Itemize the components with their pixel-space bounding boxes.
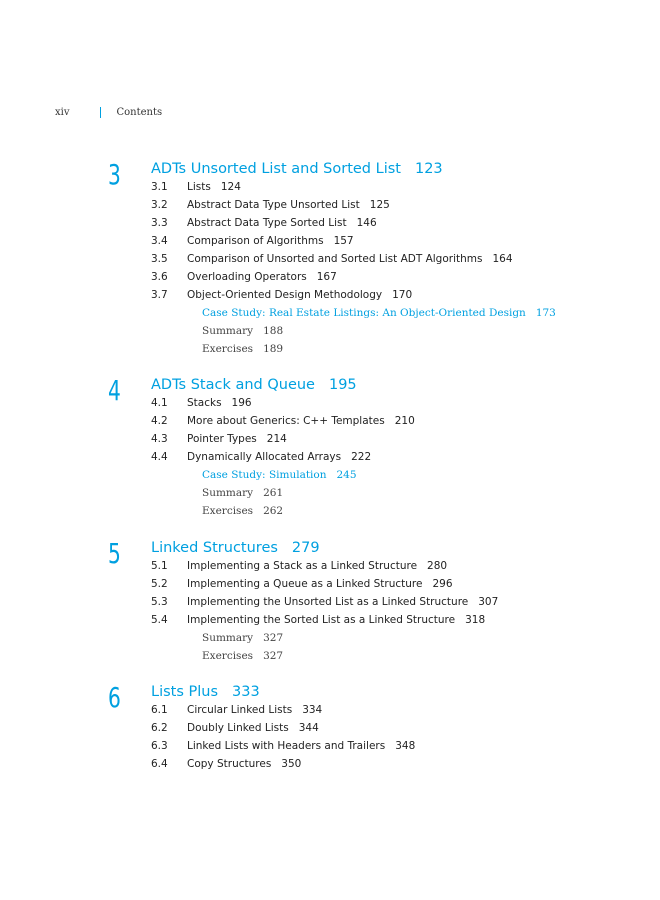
section-page-number: 350 xyxy=(281,758,302,770)
toc-section-entry[interactable] xyxy=(151,613,485,627)
section-title: Implementing the Sorted List as a Linked Structure xyxy=(187,614,456,626)
section-number: 3.3 xyxy=(151,217,168,229)
section-page-number: 164 xyxy=(492,253,513,265)
toc-section-entry[interactable] xyxy=(151,432,287,446)
extra-title: Exercises xyxy=(202,343,254,355)
toc-case-study-entry[interactable] xyxy=(202,468,357,482)
chapter-number: 4 xyxy=(108,374,121,407)
section-page-number: 280 xyxy=(427,560,448,572)
toc-section-entry[interactable] xyxy=(151,703,322,717)
toc-extra-entry[interactable] xyxy=(202,649,283,663)
section-title: Implementing a Queue as a Linked Structure xyxy=(187,578,423,590)
chapter-title[interactable] xyxy=(151,683,260,701)
section-number: 4.3 xyxy=(151,433,168,445)
header-label: Contents xyxy=(116,106,163,118)
section-number: 5.4 xyxy=(151,614,168,626)
extra-title: Summary xyxy=(202,487,254,499)
section-title: Comparison of Unsorted and Sorted List ADT Algorithms xyxy=(187,253,483,265)
section-title: Implementing a Stack as a Linked Structure xyxy=(187,560,418,572)
toc-section-entry[interactable] xyxy=(151,559,447,573)
toc-section-entry[interactable] xyxy=(151,739,415,753)
section-page-number: 334 xyxy=(302,704,323,716)
toc-section-entry[interactable] xyxy=(151,234,354,248)
extra-page-number: 245 xyxy=(336,469,357,481)
section-page-number: 214 xyxy=(266,433,287,445)
toc-section-entry[interactable] xyxy=(151,198,390,212)
section-title: Abstract Data Type Sorted List xyxy=(187,217,347,229)
section-title: Pointer Types xyxy=(187,433,257,445)
section-page-number: 157 xyxy=(333,235,354,247)
section-title: Implementing the Unsorted List as a Linked Structure xyxy=(187,596,469,608)
chapter-page-number: 123 xyxy=(414,161,443,177)
section-number: 3.6 xyxy=(151,271,168,283)
toc-extra-entry[interactable] xyxy=(202,324,283,338)
section-title: More about Generics: C++ Templates xyxy=(187,415,385,427)
toc-extra-entry[interactable] xyxy=(202,504,283,518)
section-number: 5.1 xyxy=(151,560,168,572)
section-page-number: 167 xyxy=(316,271,337,283)
extra-page-number: 261 xyxy=(263,487,284,499)
chapter-title-text: Lists Plus xyxy=(151,684,219,700)
toc-section-entry[interactable] xyxy=(151,757,301,771)
toc-case-study-entry[interactable] xyxy=(202,306,556,320)
section-title: Lists xyxy=(187,181,211,193)
toc-section-entry[interactable] xyxy=(151,288,412,302)
section-title: Dynamically Allocated Arrays xyxy=(187,451,342,463)
extra-page-number: 189 xyxy=(263,343,284,355)
chapter-title-text: ADTs Stack and Queue xyxy=(151,377,315,393)
chapter-page-number: 279 xyxy=(291,540,320,556)
section-title: Stacks xyxy=(187,397,222,409)
section-page-number: 296 xyxy=(432,578,453,590)
toc-extra-entry[interactable] xyxy=(202,486,283,500)
section-title: Overloading Operators xyxy=(187,271,307,283)
header-separator xyxy=(100,107,101,118)
extra-page-number: 173 xyxy=(535,307,556,319)
toc-extra-entry[interactable] xyxy=(202,631,283,645)
section-title: Doubly Linked Lists xyxy=(187,722,289,734)
chapter-title-text: ADTs Unsorted List and Sorted List xyxy=(151,161,401,177)
section-number: 5.2 xyxy=(151,578,168,590)
section-page-number: 210 xyxy=(394,415,415,427)
section-number: 5.3 xyxy=(151,596,168,608)
section-number: 6.3 xyxy=(151,740,168,752)
toc-section-entry[interactable] xyxy=(151,721,319,735)
section-number: 4.4 xyxy=(151,451,168,463)
section-number: 3.5 xyxy=(151,253,168,265)
section-number: 4.2 xyxy=(151,415,168,427)
section-page-number: 124 xyxy=(220,181,241,193)
extra-page-number: 327 xyxy=(263,650,284,662)
section-page-number: 170 xyxy=(392,289,413,301)
section-title: Comparison of Algorithms xyxy=(187,235,324,247)
section-page-number: 146 xyxy=(356,217,377,229)
section-number: 3.1 xyxy=(151,181,168,193)
extra-title: Case Study: Simulation xyxy=(202,469,327,481)
extra-title: Summary xyxy=(202,325,254,337)
section-number: 6.2 xyxy=(151,722,168,734)
toc-section-entry[interactable] xyxy=(151,216,377,230)
section-number: 6.4 xyxy=(151,758,168,770)
section-page-number: 196 xyxy=(231,397,252,409)
chapter-title[interactable] xyxy=(151,539,320,557)
running-header xyxy=(55,103,162,121)
section-number: 4.1 xyxy=(151,397,168,409)
toc-section-entry[interactable] xyxy=(151,180,241,194)
section-page-number: 125 xyxy=(369,199,390,211)
section-page-number: 307 xyxy=(478,596,499,608)
chapter-title-text: Linked Structures xyxy=(151,540,278,556)
section-title: Circular Linked Lists xyxy=(187,704,293,716)
chapter-number: 6 xyxy=(108,681,121,714)
extra-page-number: 188 xyxy=(263,325,284,337)
toc-section-entry[interactable] xyxy=(151,414,415,428)
extra-title: Case Study: Real Estate Listings: An Object-Oriented Design xyxy=(202,307,526,319)
chapter-title[interactable] xyxy=(151,160,443,178)
chapter-page-number: 333 xyxy=(232,684,260,700)
chapter-number: 3 xyxy=(108,158,121,191)
toc-section-entry[interactable] xyxy=(151,450,371,464)
toc-extra-entry[interactable] xyxy=(202,342,283,356)
extra-title: Summary xyxy=(202,632,254,644)
extra-title: Exercises xyxy=(202,650,254,662)
toc-section-entry[interactable] xyxy=(151,396,252,410)
extra-page-number: 327 xyxy=(263,632,284,644)
section-page-number: 344 xyxy=(298,722,319,734)
extra-page-number: 262 xyxy=(263,505,284,517)
section-number: 3.4 xyxy=(151,235,168,247)
toc-section-entry[interactable] xyxy=(151,252,513,266)
toc-section-entry[interactable] xyxy=(151,270,337,284)
section-number: 3.7 xyxy=(151,289,168,301)
section-title: Object-Oriented Design Methodology xyxy=(187,289,383,301)
section-page-number: 222 xyxy=(351,451,372,463)
section-page-number: 348 xyxy=(395,740,416,752)
section-number: 3.2 xyxy=(151,199,168,211)
extra-title: Exercises xyxy=(202,505,254,517)
page-number: xiv xyxy=(55,106,70,118)
section-title: Copy Structures xyxy=(187,758,272,770)
toc-section-entry[interactable] xyxy=(151,595,498,609)
chapter-number: 5 xyxy=(108,537,121,570)
section-number: 6.1 xyxy=(151,704,168,716)
chapter-title[interactable] xyxy=(151,376,357,394)
section-title: Abstract Data Type Unsorted List xyxy=(187,199,360,211)
toc-section-entry[interactable] xyxy=(151,577,453,591)
chapter-page-number: 195 xyxy=(328,377,357,393)
section-title: Linked Lists with Headers and Trailers xyxy=(187,740,386,752)
section-page-number: 318 xyxy=(465,614,486,626)
